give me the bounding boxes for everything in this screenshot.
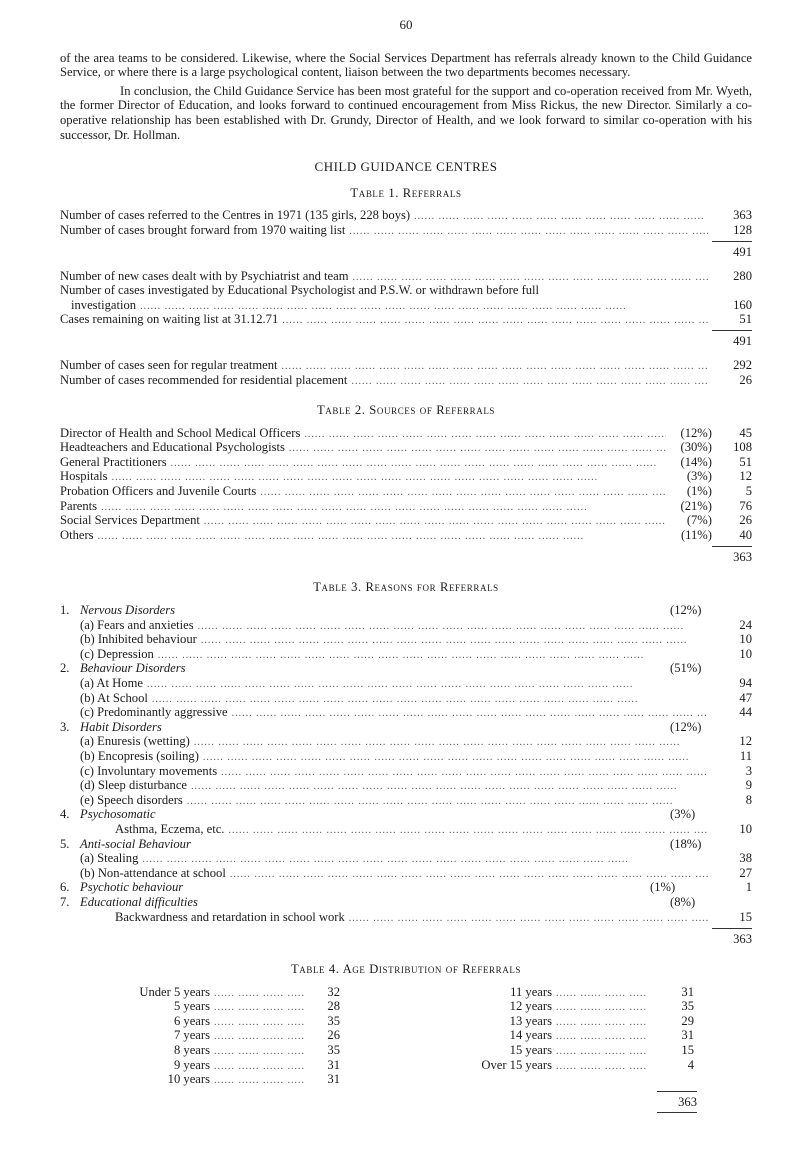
row-value: 10 bbox=[739, 821, 752, 836]
row-percent: (30%) bbox=[680, 440, 712, 455]
category-percent: (12%) bbox=[670, 719, 702, 734]
row-value: 128 bbox=[733, 222, 752, 237]
age-label: 5 years bbox=[173, 999, 210, 1014]
row-label: (a) Fears and anxieties bbox=[80, 617, 194, 632]
age-row bbox=[406, 985, 752, 1000]
table-row bbox=[60, 499, 752, 514]
row-value: 160 bbox=[733, 297, 752, 312]
row-label: (d) Sleep disturbance bbox=[80, 778, 188, 793]
age-column-right bbox=[406, 985, 752, 1087]
row-value: 51 bbox=[739, 312, 752, 327]
table-row bbox=[60, 283, 752, 298]
category-label: Behaviour Disorders bbox=[80, 661, 186, 676]
category-row bbox=[60, 895, 752, 910]
age-label: 12 years bbox=[509, 999, 552, 1014]
age-row bbox=[406, 1014, 752, 1029]
row-value: 8 bbox=[745, 792, 752, 807]
category-percent: (8%) bbox=[670, 894, 696, 909]
age-label: 13 years bbox=[509, 1013, 552, 1028]
age-value: 31 bbox=[681, 984, 694, 999]
reasons-table bbox=[60, 603, 752, 924]
age-value: 35 bbox=[681, 999, 694, 1014]
table-row bbox=[60, 647, 752, 662]
age-value: 26 bbox=[327, 1028, 340, 1043]
row-value: 27 bbox=[739, 865, 752, 880]
table-row bbox=[60, 866, 752, 881]
row-value: 44 bbox=[739, 705, 752, 720]
row-value: 40 bbox=[739, 527, 752, 542]
category-label: Habit Disorders bbox=[80, 719, 162, 734]
table-row bbox=[60, 618, 752, 633]
age-value: 4 bbox=[687, 1057, 694, 1072]
age-column-left bbox=[60, 985, 406, 1087]
paragraph: In conclusion, the Child Guidance Service has been most grateful for the support and co-operation received from Mr. Wyeth, the former Director of Education, and looks forward to continued encouragement from Miss Rickus, the new Director. Similarly a co-operative relationship has been established with Dr. Grundy, Director of Health, and we look forward to similar co-operation with his successor, Dr. Hollman. bbox=[60, 83, 752, 142]
category-row bbox=[60, 720, 752, 735]
row-value: 94 bbox=[739, 676, 752, 690]
row-value: 38 bbox=[739, 851, 752, 866]
category-number: 7. bbox=[60, 894, 70, 909]
total: 363 bbox=[60, 924, 752, 946]
table-row bbox=[60, 632, 752, 647]
age-row bbox=[60, 999, 406, 1014]
age-row bbox=[60, 1058, 406, 1073]
age-row bbox=[60, 985, 406, 1000]
age-value: 35 bbox=[327, 1043, 340, 1058]
age-label: Under 5 years bbox=[139, 984, 210, 999]
row-label: Probation Officers and Juvenile Courts bbox=[60, 484, 257, 499]
row-label: Number of cases referred to the Centres in 1971 (135 girls, 228 boys) bbox=[60, 208, 411, 223]
table-row bbox=[60, 298, 752, 313]
age-row bbox=[60, 1014, 406, 1029]
category-number: 5. bbox=[60, 836, 70, 851]
row-value: 108 bbox=[733, 440, 752, 455]
row-label: Number of cases seen for regular treatment bbox=[60, 357, 278, 372]
category-label: Psychosomatic bbox=[80, 807, 156, 822]
page-number: 60 bbox=[399, 17, 413, 32]
category-row bbox=[60, 837, 752, 852]
category-label: Anti-social Behaviour bbox=[80, 836, 191, 851]
table-row bbox=[60, 208, 752, 223]
category-percent: (1%) bbox=[650, 880, 676, 895]
age-label: 9 years bbox=[173, 1057, 210, 1072]
row-percent: (1%) bbox=[686, 484, 712, 499]
row-value: 51 bbox=[739, 454, 752, 469]
age-label: Over 15 years bbox=[481, 1057, 552, 1072]
table-row bbox=[60, 455, 752, 470]
category-number: 6. bbox=[60, 880, 70, 895]
age-row bbox=[406, 1058, 752, 1073]
row-label: Hospitals bbox=[60, 469, 108, 484]
row-label: Number of new cases dealt with by Psychiatrist and team bbox=[60, 268, 349, 283]
row-label: Cases remaining on waiting list at 31.12.71 bbox=[60, 312, 279, 327]
age-value: 29 bbox=[681, 1013, 694, 1028]
row-label: (b) Encopresis (soiling) bbox=[80, 748, 199, 763]
table-row bbox=[60, 469, 752, 484]
table-row bbox=[60, 705, 752, 720]
row-label: (c) Involuntary movements bbox=[80, 763, 218, 778]
row-label: (e) Speech disorders bbox=[80, 792, 183, 807]
table-row bbox=[60, 426, 752, 441]
row-label: (b) Non-attendance at school bbox=[80, 865, 226, 880]
row-value: 11 bbox=[739, 748, 752, 763]
category-row bbox=[60, 661, 752, 676]
table-row bbox=[60, 851, 752, 866]
row-value: 9 bbox=[745, 778, 752, 793]
table-title: Table 1. Referrals bbox=[350, 185, 462, 200]
row-value: 76 bbox=[739, 498, 752, 513]
age-label: 15 years bbox=[509, 1043, 552, 1058]
table-row bbox=[60, 676, 752, 691]
age-row bbox=[60, 1072, 406, 1087]
age-row bbox=[60, 1028, 406, 1043]
category-number: 2. bbox=[60, 661, 70, 676]
table-row bbox=[60, 793, 752, 808]
table-row bbox=[60, 734, 752, 749]
row-value: 12 bbox=[739, 469, 752, 484]
row-label: (a) At Home bbox=[80, 676, 143, 690]
table-row bbox=[60, 764, 752, 779]
row-value: 3 bbox=[745, 763, 752, 778]
row-label: Director of Health and School Medical Officers bbox=[60, 425, 301, 440]
age-label: 7 years bbox=[173, 1028, 210, 1043]
age-row bbox=[406, 1043, 752, 1058]
category-label: Psychotic behaviour bbox=[80, 880, 184, 895]
table-row bbox=[60, 910, 752, 925]
age-value: 31 bbox=[327, 1072, 340, 1087]
category-label: Educational difficulties bbox=[80, 894, 198, 909]
row-value: 280 bbox=[733, 268, 752, 283]
row-label: Number of cases brought forward from 1970 waiting list bbox=[60, 222, 346, 237]
category-row bbox=[60, 807, 752, 822]
category-number: 4. bbox=[60, 807, 70, 822]
age-label: 11 years bbox=[510, 984, 552, 999]
sources-table bbox=[60, 426, 752, 543]
row-label: Others bbox=[60, 527, 94, 542]
row-value: 47 bbox=[739, 690, 752, 705]
category-row bbox=[60, 603, 752, 618]
category-percent: (51%) bbox=[670, 661, 702, 676]
table-row bbox=[60, 822, 752, 837]
row-label: Asthma, Eczema, etc. bbox=[115, 821, 225, 836]
age-row bbox=[406, 999, 752, 1014]
row-percent: (14%) bbox=[680, 454, 712, 469]
table-row bbox=[60, 749, 752, 764]
age-label: 8 years bbox=[173, 1043, 210, 1058]
category-label: Nervous Disorders bbox=[80, 603, 176, 618]
row-label: Number of cases investigated by Educational Psychologist and P.S.W. or withdrawn before full bbox=[60, 283, 540, 298]
section-title: CHILD GUIDANCE CENTRES bbox=[314, 159, 498, 175]
total: 491 bbox=[60, 327, 752, 349]
table-row bbox=[60, 440, 752, 455]
table-title: Table 4. Age Distribution of Referrals bbox=[290, 962, 522, 977]
row-label-continued: investigation bbox=[71, 297, 137, 312]
total: 491 bbox=[60, 238, 752, 260]
age-value: 28 bbox=[327, 999, 340, 1014]
row-value: 24 bbox=[739, 617, 752, 632]
row-percent: (11%) bbox=[680, 527, 712, 542]
age-row bbox=[60, 1043, 406, 1058]
row-label: (c) Depression bbox=[80, 646, 154, 661]
table-row bbox=[60, 778, 752, 793]
table-row bbox=[60, 691, 752, 706]
age-table bbox=[60, 985, 752, 1087]
row-label: Parents bbox=[60, 498, 98, 513]
age-value: 31 bbox=[327, 1057, 340, 1072]
referrals-table bbox=[60, 208, 752, 387]
category-number: 1. bbox=[60, 603, 70, 618]
table-row bbox=[60, 358, 752, 373]
age-row bbox=[406, 1028, 752, 1043]
row-value: 10 bbox=[739, 632, 752, 647]
row-label: (b) Inhibited behaviour bbox=[80, 632, 197, 647]
row-value: 363 bbox=[733, 208, 752, 223]
age-value: 15 bbox=[681, 1043, 694, 1058]
total: 363 bbox=[60, 542, 752, 564]
table-row bbox=[60, 269, 752, 284]
row-label: (c) Predominantly aggressive bbox=[80, 705, 228, 720]
row-value: 12 bbox=[739, 734, 752, 749]
row-value: 26 bbox=[739, 372, 752, 387]
row-label: Social Services Department bbox=[60, 513, 200, 528]
row-label: (b) At School bbox=[80, 690, 148, 705]
row-label: General Practitioners bbox=[60, 454, 167, 469]
age-value: 35 bbox=[327, 1013, 340, 1028]
category-number: 3. bbox=[60, 719, 70, 734]
row-value: 5 bbox=[745, 484, 752, 499]
table-title: Table 2. Sources of Referrals bbox=[316, 403, 496, 418]
total: 363 bbox=[60, 1087, 752, 1114]
table-row bbox=[60, 223, 752, 238]
table-row bbox=[60, 373, 752, 388]
row-value: 1 bbox=[745, 880, 752, 895]
row-label: Headteachers and Educational Psychologists bbox=[60, 440, 285, 455]
category-percent: (12%) bbox=[670, 603, 702, 618]
category-percent: (3%) bbox=[670, 807, 696, 822]
table-row bbox=[60, 312, 752, 327]
paragraph: of the area teams to be considered. Likewise, where the Social Services Department has referrals already known to the Child Guidance Service, or where there is a large psychological content, liaison between the two departments becomes necessary. bbox=[60, 50, 752, 80]
row-value: 292 bbox=[733, 357, 752, 372]
age-value: 31 bbox=[681, 1028, 694, 1043]
row-label: (a) Stealing bbox=[80, 851, 139, 866]
age-label: 10 years bbox=[167, 1072, 210, 1087]
category-row bbox=[60, 880, 752, 895]
table-row bbox=[60, 513, 752, 528]
row-percent: (12%) bbox=[680, 425, 712, 440]
row-value: 26 bbox=[739, 513, 752, 528]
row-percent: (3%) bbox=[686, 469, 712, 484]
row-value: 10 bbox=[739, 646, 752, 661]
table-title: Table 3. Reasons for Referrals bbox=[313, 580, 499, 595]
row-percent: (21%) bbox=[680, 498, 712, 513]
document-page bbox=[60, 18, 752, 1113]
age-label: 6 years bbox=[173, 1013, 210, 1028]
row-label: Backwardness and retardation in school work bbox=[115, 909, 345, 924]
row-label: Number of cases recommended for residential placement bbox=[60, 372, 348, 387]
row-value: 15 bbox=[739, 909, 752, 924]
table-row bbox=[60, 528, 752, 543]
age-label: 14 years bbox=[509, 1028, 552, 1043]
table-row bbox=[60, 484, 752, 499]
category-percent: (18%) bbox=[670, 836, 702, 851]
age-value: 32 bbox=[327, 984, 340, 999]
row-label: (a) Enuresis (wetting) bbox=[80, 734, 190, 749]
row-value: 45 bbox=[739, 425, 752, 440]
row-percent: (7%) bbox=[686, 513, 712, 528]
